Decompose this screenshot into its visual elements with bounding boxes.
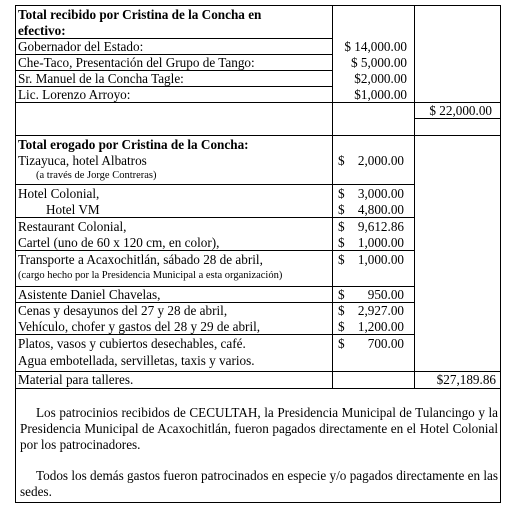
expense-amount: 2,000.00	[357, 153, 404, 168]
expense-note: (cargo hecho por la Presidencia Municipal a esta organización)	[18, 270, 283, 281]
expense-dollar-sign: $	[338, 287, 345, 302]
expense-dollar-sign: $	[338, 303, 345, 318]
income-heading: Total recibido por Cristina de la Concha en	[18, 7, 262, 22]
row-divider	[414, 118, 500, 119]
income-amount: $ 14,000.00	[344, 39, 407, 54]
income-label: Che-Taco, Presentación del Grupo de Tango:	[18, 55, 255, 70]
column-divider-total	[414, 6, 415, 388]
expense-amount: 3,000.00	[357, 186, 404, 201]
income-amount: $ 5,000.00	[350, 55, 407, 70]
expenses-heading: Total erogado por Cristina de la Concha:	[18, 137, 249, 152]
expense-dollar-sign: $	[338, 319, 345, 334]
income-label: Gobernador del Estado:	[18, 39, 144, 54]
expense-amount: 4,800.00	[357, 202, 404, 217]
expense-label: Tizayuca, hotel Albatros	[18, 153, 147, 168]
expense-amount: 950.00	[367, 287, 404, 302]
expense-dollar-sign: $	[338, 186, 345, 201]
expense-label: Vehículo, chofer y gastos del 28 y 29 de abril,	[18, 319, 261, 334]
expense-amount: 2,927.00	[357, 303, 404, 318]
row-divider	[16, 135, 500, 136]
row-divider	[16, 217, 414, 218]
expense-dollar-sign: $	[338, 219, 345, 234]
column-divider-amount	[332, 6, 333, 388]
income-label: Lic. Lorenzo Arroyo:	[18, 87, 131, 102]
expense-dollar-sign: $	[338, 202, 345, 217]
income-label: Sr. Manuel de la Concha Tagle:	[18, 71, 184, 86]
expense-dollar-sign: $	[338, 252, 345, 267]
expense-label: Cenas y desayunos del 27 y 28 de abril,	[18, 303, 228, 318]
expense-label-cont: Agua embotellada, servilletas, taxis y varios.	[18, 353, 255, 368]
expense-report-table	[15, 5, 501, 503]
expense-label: Cartel (uno de 60 x 120 cm, en color),	[18, 235, 220, 250]
row-divider	[16, 250, 414, 251]
expense-label: Platos, vasos y cubiertos desechables, café.	[18, 336, 246, 351]
expense-label: Asistente Daniel Chavelas,	[18, 287, 161, 302]
expenses-total: $27,189.86	[436, 372, 496, 387]
expense-label: Hotel VM	[46, 202, 100, 217]
expense-label: Hotel Colonial,	[18, 186, 100, 201]
expense-amount: 1,000.00	[357, 252, 404, 267]
expense-label: Restaurant Colonial,	[18, 219, 127, 234]
expense-amount: 700.00	[367, 336, 404, 351]
expense-amount: 1,000.00	[357, 235, 404, 250]
expense-note: (a través de Jorge Contreras)	[36, 170, 157, 181]
income-heading-cont: efectivo:	[18, 23, 66, 38]
expense-amount: 9,612.86	[357, 219, 404, 234]
materials-label: Material para talleres.	[18, 372, 134, 387]
row-divider	[16, 334, 414, 335]
row-divider	[16, 184, 414, 185]
row-divider	[16, 388, 500, 389]
income-amount: $2,000.00	[354, 71, 407, 86]
sponsorship-note: Los patrocinios recibidos de CECULTAH, la Presidencia Municipal de Tulancingo y la Presidencia Municipal de Acaxochitlán, fueron pagados directamente en el Hotel Colonial por los patrocinadores.	[20, 405, 498, 452]
expense-dollar-sign: $	[338, 235, 345, 250]
income-total: $ 22,000.00	[429, 103, 492, 118]
row-divider	[16, 102, 500, 103]
expense-amount: 1,200.00	[357, 319, 404, 334]
income-amount: $1,000.00	[354, 87, 407, 102]
expense-dollar-sign: $	[338, 336, 345, 351]
in-kind-note: Todos los demás gastos fueron patrocinados en especie y/o pagados directamente en las sedes.	[20, 468, 498, 499]
expense-dollar-sign: $	[338, 153, 345, 168]
expense-label: Transporte a Acaxochitlán, sábado 28 de abril,	[18, 252, 263, 267]
